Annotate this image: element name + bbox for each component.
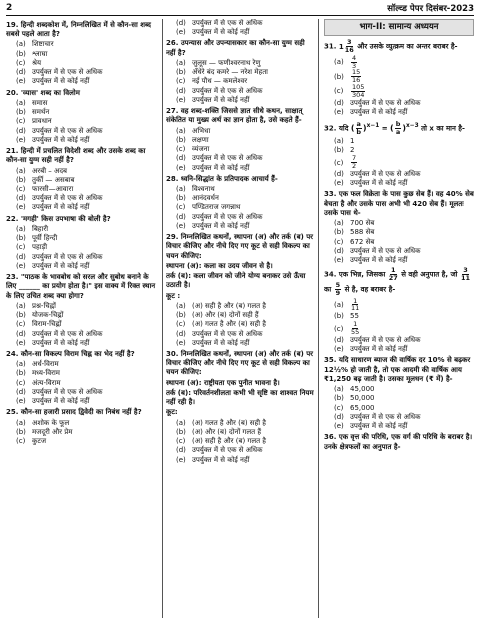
option[interactable]: (c) 672 सेब	[334, 237, 375, 246]
question-block	[166, 107, 314, 173]
question-block	[166, 39, 314, 105]
option[interactable]: (b) मध्य-विराम	[16, 369, 60, 378]
question-36	[324, 433, 474, 451]
option[interactable]: (b) मजदूरी और प्रेम	[16, 427, 73, 436]
question-block	[6, 21, 159, 87]
option[interactable]: (e) उपर्युक्त में से कोई नहीं	[16, 338, 90, 347]
option[interactable]: (b) 588 सेब	[334, 228, 375, 237]
option[interactable]: (a) $\frac{1}{11}$	[334, 296, 360, 313]
option[interactable]: (a) बिहारी	[16, 224, 49, 233]
question-text: 25. कौन-सा हजारी प्रसाद द्विवेदी का निबंध नहीं है?	[6, 408, 142, 417]
option[interactable]: (a) अशोक के फूल	[16, 418, 70, 427]
option[interactable]: (d) उपर्युक्त में से एक से अधिक	[176, 212, 263, 221]
option[interactable]: (d) उपर्युक्त में से एक से अधिक	[16, 329, 103, 338]
question-text: 33. एक फल विक्रेता के पास कुछ सेब हैं। वह 40% सेब बेचता है और उसके पास अभी भी 420 सेब हैं। मूलतः उसके पास थे-	[324, 190, 474, 217]
option[interactable]: (c) नई पौध — कमलेश्वर	[176, 77, 248, 86]
option[interactable]: (c) (अ) गलत है और (ब) सही है	[176, 320, 267, 329]
option[interactable]: (c) $\frac{1}{55}$	[334, 320, 360, 337]
mixed-fraction: 1 $\frac{3}{16}$	[338, 38, 354, 55]
option[interactable]: (d) उपर्युक्त में से एक से अधिक	[176, 19, 263, 27]
option[interactable]: (d) उपर्युक्त में से एक से अधिक	[334, 335, 421, 344]
option[interactable]: (b) लक्षणा	[176, 135, 209, 144]
option[interactable]: (e) उपर्युक्त में से कोई नहीं	[334, 422, 408, 431]
option[interactable]: (d) उपर्युक्त में से एक से अधिक	[334, 169, 421, 178]
option[interactable]: (b) तुर्की — असबाब	[16, 175, 75, 184]
option[interactable]: (e) उपर्युक्त में से कोई नहीं	[16, 203, 90, 212]
option[interactable]: (a) समास	[16, 98, 48, 107]
option[interactable]: (d) उपर्युक्त में से एक से अधिक	[334, 98, 421, 107]
question-block	[166, 175, 314, 231]
question-block	[166, 19, 314, 37]
question-32	[324, 121, 474, 188]
question-text: 19. हिन्दी शब्दकोश में, निम्नलिखित में से कौन-सा शब्द सबसे पहले आता है?	[6, 21, 152, 39]
option[interactable]: (b) श्लाघा	[16, 49, 48, 58]
option[interactable]: (b) 50,000	[334, 394, 375, 403]
option[interactable]: (a) शिष्टाचार	[16, 40, 54, 49]
option[interactable]: (b) (अ) और (ब) दोनों गलत हैं	[176, 427, 262, 436]
question-statement: स्थापना (अ): कला का उदय जीवन से है।	[166, 261, 273, 270]
option[interactable]: (a) अभिधा	[176, 126, 211, 135]
option[interactable]: (c) व्यंजना	[176, 145, 210, 154]
option[interactable]: (b) आनंदवर्धन	[176, 194, 219, 203]
option[interactable]: (d) उपर्युक्त में से एक से अधिक	[16, 68, 103, 77]
question-block	[6, 350, 159, 406]
question-text: 30. निम्नलिखित कथनों, स्थापना (अ) और तर्क (ब) पर विचार कीजिए और नीचे दिए गए कूट से सही विकल्प का चयन कीजिए:	[166, 349, 314, 377]
option[interactable]: (d) उपर्युक्त में से एक से अधिक	[334, 246, 421, 255]
question-text: 22. 'मगही' किस उपभाषा की बोली है?	[6, 214, 111, 223]
option[interactable]: (e) उपर्युक्त में से कोई नहीं	[176, 338, 250, 347]
option[interactable]: (e) उपर्युक्त में से कोई नहीं	[176, 28, 250, 37]
option[interactable]: (c) प्रावधान	[16, 117, 52, 126]
question-text: 36. एक वृत्त की परिधि, एक वर्ग की परिधि के बराबर है। उनके क्षेत्रफलों का अनुपात है-	[324, 433, 473, 451]
option[interactable]: (a) $\frac{4}{3}$	[334, 53, 357, 70]
option[interactable]: (a) अर्ध-विराम	[16, 360, 59, 369]
option[interactable]: (c) फारसी—आवारा	[16, 184, 74, 193]
question-text: 28. ध्वनि-सिद्धांत के प्रतिपादक आचार्य हैं-	[166, 174, 278, 183]
option[interactable]: (b) अँधेरे बंद कमरे — नरेश मेहता	[176, 68, 268, 77]
question-block	[6, 147, 159, 213]
option[interactable]: (a) अरबी – अदब	[16, 166, 68, 175]
question-block	[6, 215, 159, 271]
question-text: 27. वह शब्द-शक्ति जिससे ज्ञात सीधे कथन, साक्षात् संकेतित या मुख्य अर्थ का ज्ञान होता है, उसे कहते हैं-	[166, 107, 303, 125]
option[interactable]: (e) उपर्युक्त में से कोई नहीं	[16, 135, 90, 144]
option[interactable]: (d) उपर्युक्त में से एक से अधिक	[176, 329, 263, 338]
option[interactable]: (c) विराम-चिह्नों	[16, 320, 62, 329]
page-number: 2	[6, 3, 13, 14]
question-statement: तर्क (ब): कला जीवन को जीने योग्य बनाकर उसे ऊँचा उठाती है।	[166, 272, 306, 290]
option[interactable]: (e) उपर्युक्त में से कोई नहीं	[334, 107, 408, 116]
option[interactable]: (c) श्रेय	[16, 58, 42, 67]
option[interactable]: (d) उपर्युक्त में से एक से अधिक	[176, 446, 263, 455]
question-text: 31. 1 $\frac{3}{16}$ और उसके व्युत्क्रम का अन्तर बराबर है-	[324, 38, 458, 55]
question-31	[324, 39, 474, 117]
question-text: 29. निम्नलिखित कथनों, स्थापना (अ) और तर्क (ब) पर विचार कीजिए और नीचे दिए गए कूट से सही विकल्प का चयन कीजिए:	[166, 233, 314, 260]
question-statement: कूट :	[166, 291, 181, 300]
question-text: 23. "पाठक के भावबोध को सरल और सुबोध बनाने के लिए ______ का प्रयोग होता है।" इस वाक्य में रिक्त स्थान के लिए उचित शब्द क्या होगा?	[6, 273, 156, 300]
option[interactable]: (e) उपर्युक्त में से कोई नहीं	[16, 77, 90, 86]
option[interactable]: (d) उपर्युक्त में से एक से अधिक	[176, 86, 263, 95]
question-statement: स्थापना (अ): राष्ट्रीयता एक पुनीत भावना है।	[166, 378, 280, 387]
question-34	[324, 267, 474, 354]
option[interactable]: (a) 45,000	[334, 385, 375, 394]
page-header	[6, 3, 474, 16]
question-block	[6, 408, 159, 446]
page-title: सॉल्व्ड पेपर दिसंबर-2023	[387, 3, 474, 14]
option[interactable]: (e) उपर्युक्त में से कोई नहीं	[334, 256, 408, 265]
option[interactable]: (b) $\frac{15}{16}$	[334, 68, 361, 85]
question-statement: तर्क (ब): परिवर्तनशीलता कभी भी सृष्टि का शाश्वत नियम नहीं रही है।	[166, 388, 314, 407]
option[interactable]: (c) पण्डितराज जगन्नाथ	[176, 203, 241, 212]
option[interactable]: (e) उपर्युक्त में से कोई नहीं	[16, 397, 90, 406]
question-statement: कूट:	[166, 408, 178, 417]
option[interactable]: (d) उपर्युक्त में से एक से अधिक	[16, 252, 103, 261]
column-divider	[162, 19, 163, 618]
option[interactable]: (d) उपर्युक्त में से एक से अधिक	[176, 154, 263, 163]
option[interactable]: (c) 65,000	[334, 403, 375, 412]
option[interactable]: (a) (अ) गलत है और (ब) सही है	[176, 418, 267, 427]
option[interactable]: (d) उपर्युक्त में से एक से अधिक	[16, 387, 103, 396]
column-2	[166, 19, 314, 618]
question-33	[324, 190, 474, 265]
option[interactable]: (d) उपर्युक्त में से एक से अधिक	[16, 126, 103, 135]
option[interactable]: (a) प्रश्न-चिह्नों	[16, 301, 56, 310]
option[interactable]: (c) पहाड़ी	[16, 243, 48, 252]
question-35	[324, 356, 474, 431]
option[interactable]: (b) पूर्वी हिन्दी	[16, 234, 58, 243]
question-block	[6, 273, 159, 348]
option[interactable]: (c) $\frac{105}{304}$	[334, 83, 365, 99]
option[interactable]: (c) अंत्य-विराम	[16, 378, 61, 387]
option[interactable]: (a) विश्वनाथ	[176, 184, 215, 193]
option[interactable]: (c) $\frac{7}{2}$	[334, 154, 357, 171]
option[interactable]: (a) जुलूस — फणीश्वरनाथ रेणु	[176, 58, 261, 67]
option[interactable]: (b) योजक-चिह्नों	[16, 311, 64, 320]
section-title: भाग-II: सामान्य अध्ययन	[324, 19, 474, 36]
option[interactable]: (b) 2	[334, 146, 355, 155]
option[interactable]: (a) (अ) सही है और (ब) गलत है	[176, 301, 267, 310]
question-text: 34. एक भिन्न, जिसका $\frac{1}{27}$ से वही अनुपात है, जो $\frac{3}{11}$ का $\frac{5}{9}$ से है, वह बराबर है-	[324, 266, 470, 297]
option[interactable]: (e) उपर्युक्त में से कोई नहीं	[176, 221, 250, 230]
question-text: 24. कौन-सा विकल्प विराम चिह्न का भेद नहीं है?	[6, 349, 135, 358]
question-block	[166, 350, 314, 465]
option[interactable]: (e) उपर्युक्त में से कोई नहीं	[16, 261, 90, 270]
option[interactable]: (e) उपर्युक्त में से कोई नहीं	[176, 95, 250, 104]
question-text: 21. हिन्दी में प्रचलित विदेशी शब्द और उसके शब्द का कौन-सा युग्म सही नहीं है?	[6, 147, 146, 165]
option[interactable]: (d) उपर्युक्त में से एक से अधिक	[334, 412, 421, 421]
question-block	[6, 89, 159, 145]
column-divider	[318, 19, 319, 618]
question-text: 26. उपन्यास और उपन्यासकार का कौन-सा युग्म सही नहीं है?	[166, 39, 305, 57]
option[interactable]: (a) 1	[334, 136, 355, 145]
question-text: 20. 'व्यास' शब्द का विलोम	[6, 88, 80, 97]
option[interactable]: (d) उपर्युक्त में से एक से अधिक	[16, 194, 103, 203]
column-1	[6, 19, 159, 618]
column-3	[324, 19, 474, 618]
question-text: 35. यदि साधारण ब्याज की वार्षिक दर 10% से बढ़कर 12½% हो जाती है, तो एक आदमी की वार्षिक आय ₹1,250 बढ़ जाती है। उसका मूलधन (₹ में) है-	[324, 356, 471, 383]
option[interactable]: (b) समर्थन	[16, 108, 50, 117]
option[interactable]: (b) (अ) और (ब) दोनों सही हैं	[176, 311, 259, 320]
option[interactable]: (e) उपर्युक्त में से कोई नहीं	[334, 345, 408, 354]
option[interactable]: (c) (अ) सही है और (ब) गलत है	[176, 437, 267, 446]
question-text: 32. यदि ( $\frac{a}{b}$ )$^{x-1}$ = ( $\frac{b}{a}$ )$^{x-3}$ तो x का मान है-	[324, 120, 465, 136]
question-block	[166, 233, 314, 348]
option[interactable]: (c) कुटज	[16, 437, 47, 446]
option[interactable]: (a) 700 सेब	[334, 219, 375, 228]
option[interactable]: (e) उपर्युक्त में से कोई नहीं	[334, 179, 408, 188]
option[interactable]: (e) उपर्युक्त में से कोई नहीं	[176, 455, 250, 464]
option[interactable]: (b) 55	[334, 312, 359, 321]
option[interactable]: (e) उपर्युक्त में से कोई नहीं	[176, 163, 250, 172]
